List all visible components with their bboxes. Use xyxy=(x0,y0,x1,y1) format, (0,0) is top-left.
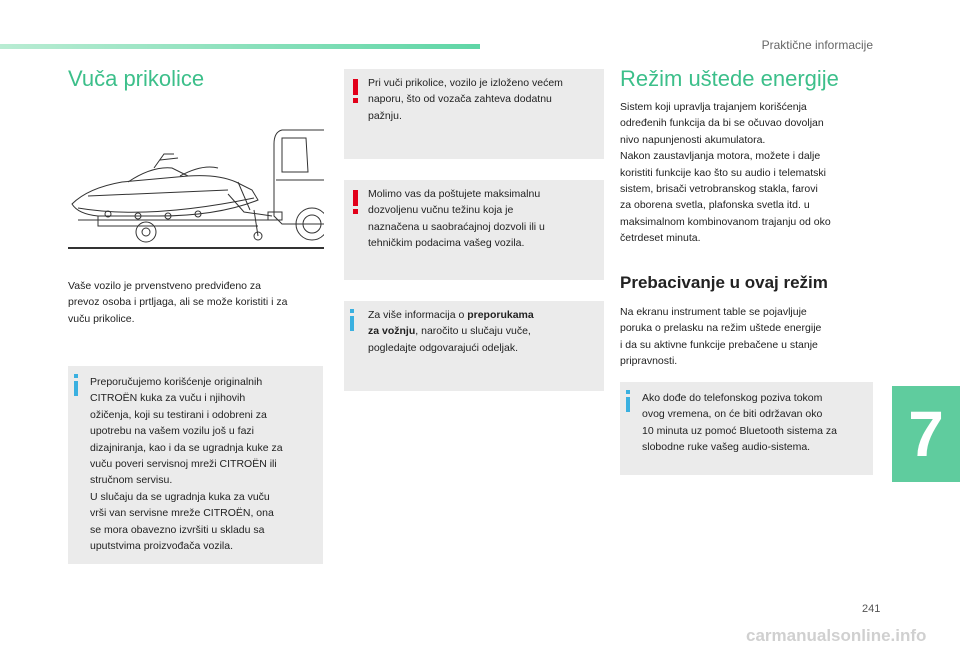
info-box-driving-advice xyxy=(344,301,604,391)
info-box-phone-call-text: Ako dođe do telefonskog poziva tokom ovog vremena, on će biti održavan oko 10 minuta uz pomoć Bluetooth sistema za slobodne ruke vašeg audio-sistema. xyxy=(642,392,837,454)
info-box-towbar-text: Preporučujemo korišćenje originalnih CITROËN kuka za vuču i njihovih ožičenja, koji su testirani i odobreni za upotrebu na vašem vozilu još u fazi dizajniranja, kao i da se ugradnja kuke za vuču poveri servisnoj mreži CITROËN ili stručnom servisu. U slučaju da se ugradnja kuka za vuču vrši van servisne mreže CITROËN, ona se mora obavezno izvršiti u skladu sa uputstvima proizvođača vozila. xyxy=(90,376,283,553)
section-title: Praktične informacije xyxy=(761,38,873,52)
info-box-driving-advice-text xyxy=(368,307,600,356)
advice-bold-2: za vožnju xyxy=(368,325,416,338)
energy-saving-intro-text: Sistem koji upravlja trajanjem korišćenja određenih funkcija da bi se očuvao dovoljan nivo napunjenosti akumulatora. Nakon zaustavljanja motora, možete i dalje koristiti funkcije kao što su audio i telematski sistem, brisači vetrobranskog stakla, farovi za oborena svetla, plafonska svetla itd. u maksimalnom kombinovanom trajanju od oko četrdeset minuta. xyxy=(620,101,831,245)
energy-saving-title: Režim uštede energije xyxy=(620,66,839,91)
switching-text: Na ekranu instrument table se pojavljuje poruka o prelasku na režim uštede energije i da su aktivne funkcije prebačene u stanje pripravnosti. xyxy=(620,306,822,368)
warning-box-weight xyxy=(344,180,604,280)
warning-icon xyxy=(350,190,362,214)
warning-box-effort xyxy=(344,69,604,159)
advice-bold-1: preporukama xyxy=(467,309,534,321)
warning-icon xyxy=(350,79,362,103)
advice-prefix: Za više informacija o xyxy=(368,309,468,321)
info-icon xyxy=(348,309,370,331)
towing-title: Vuča prikolice xyxy=(68,66,205,91)
advice-suffix: , naročito u slučaju vuče, pogledajte odgovarajući odeljak. xyxy=(368,325,531,354)
warning-box-effort-text: Pri vuči prikolice, vozilo je izloženo većem naporu, što od vozača zahteva dodatnu pažnju. xyxy=(368,77,563,122)
trailer-jetski-illustration xyxy=(68,124,324,250)
towing-intro-text: Vaše vozilo je prvenstveno predviđeno za prevoz osoba i prtljaga, ali se može koristiti i za vuču prikolice. xyxy=(68,280,288,325)
chapter-tab: 7 xyxy=(892,386,960,482)
warning-box-weight-text: Molimo vas da poštujete maksimalnu dozvoljenu vučnu težinu koja je naznačena u saobraćajnoj dozvoli ili u tehničkim podacima vašeg vozila. xyxy=(368,188,545,250)
switching-subtitle: Prebacivanje u ovaj režim xyxy=(620,273,828,292)
page-number: 241 xyxy=(862,603,881,615)
watermark: carmanualsonline.info xyxy=(746,626,927,645)
header-accent-bar xyxy=(0,44,480,49)
info-box-phone-call xyxy=(620,382,873,475)
info-box-towbar xyxy=(68,366,323,564)
